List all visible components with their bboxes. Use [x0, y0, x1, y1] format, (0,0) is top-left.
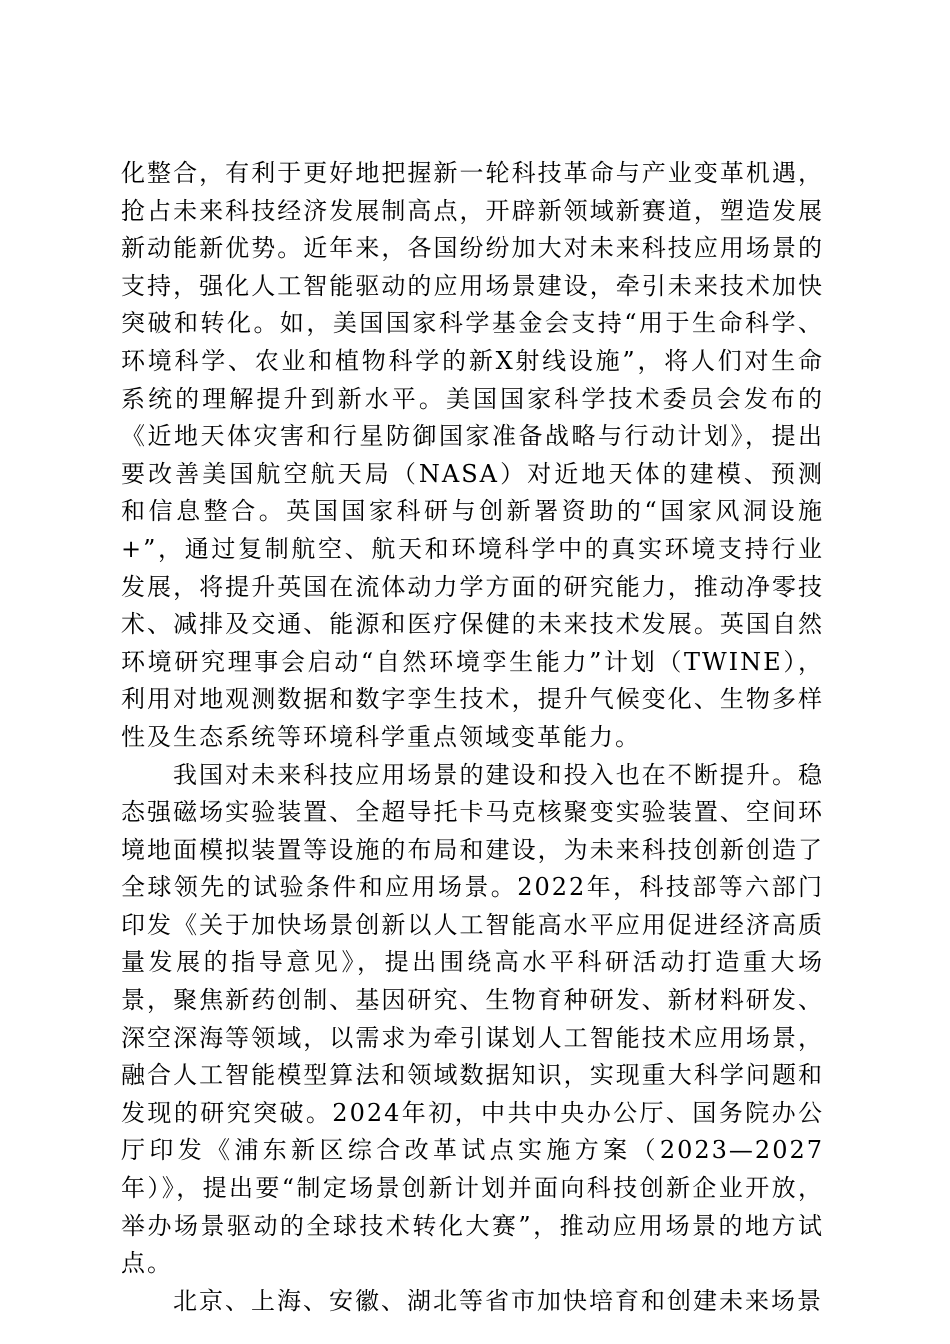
paragraph-provinces: 北京、上海、安徽、湖北等省市加快培育和创建未来场景: [173, 1286, 823, 1315]
paragraph-continuation: 化整合，有利于更好地把握新一轮科技革命与产业变革机遇，抢占未来科技经济发展制高点，开辟新领域新赛道，塑造发展新动能新优势。近年来，各国纷纷加大对未来科技应用场景的支持，强化人工智能驱动的应用场景建设，牵引未来技术加快突破和转化。如，美国国家科学基金会支持“用于生命科学、环境科学、农业和植物科学的新X射线设施”，将人们对生命系统的理解提升到新水平。美国国家科学技术委员会发布的《近地天体灾害和行星防御国家准备战略与行动计划》，提出要改善美国航空航天局（NASA）对近地天体的建模、预测和信息整合。英国国家科研与创新署资助的“国家风洞设施+”，通过复制航空、航天和环境科学中的真实环境支持行业发展，将提升英国在流体动力学方面的研究能力，推动净零技术、减排及交通、能源和医疗保健的未来技术发展。英国自然环境研究理事会启动“自然环境孪生能力”计划（TWINE），利用对地观测数据和数字孪生技术，提升气候变化、生物多样性及生态系统等环境科学重点领域变革能力。: [121, 159, 824, 751]
paragraph-domestic-scenarios: 我国对未来科技应用场景的建设和投入也在不断提升。稳态强磁场实验装置、全超导托卡马克核聚变实验装置、空间环境地面模拟装置等设施的布局和建设，为未来科技创新创造了全球领先的试验条件和应用场景。2022年，科技部等六部门印发《关于加快场景创新以人工智能高水平应用促进经济高质量发展的指导意见》，提出围绕高水平科研活动打造重大场景，聚焦新药创制、基因研究、生物育种研发、新材料研发、深空深海等领域，以需求为牵引谋划人工智能技术应用场景，融合人工智能模型算法和领域数据知识，实现重大科学问题和发现的研究突破。2024年初，中共中央办公厅、国务院办公厅印发《浦东新区综合改革试点实施方案（2023—2027年）》，提出要“制定场景创新计划并面向科技创新企业开放，举办场景驱动的全球技术转化大赛”，推动应用场景的地方试点。: [121, 760, 824, 1278]
document-page: [121, 155, 824, 1320]
